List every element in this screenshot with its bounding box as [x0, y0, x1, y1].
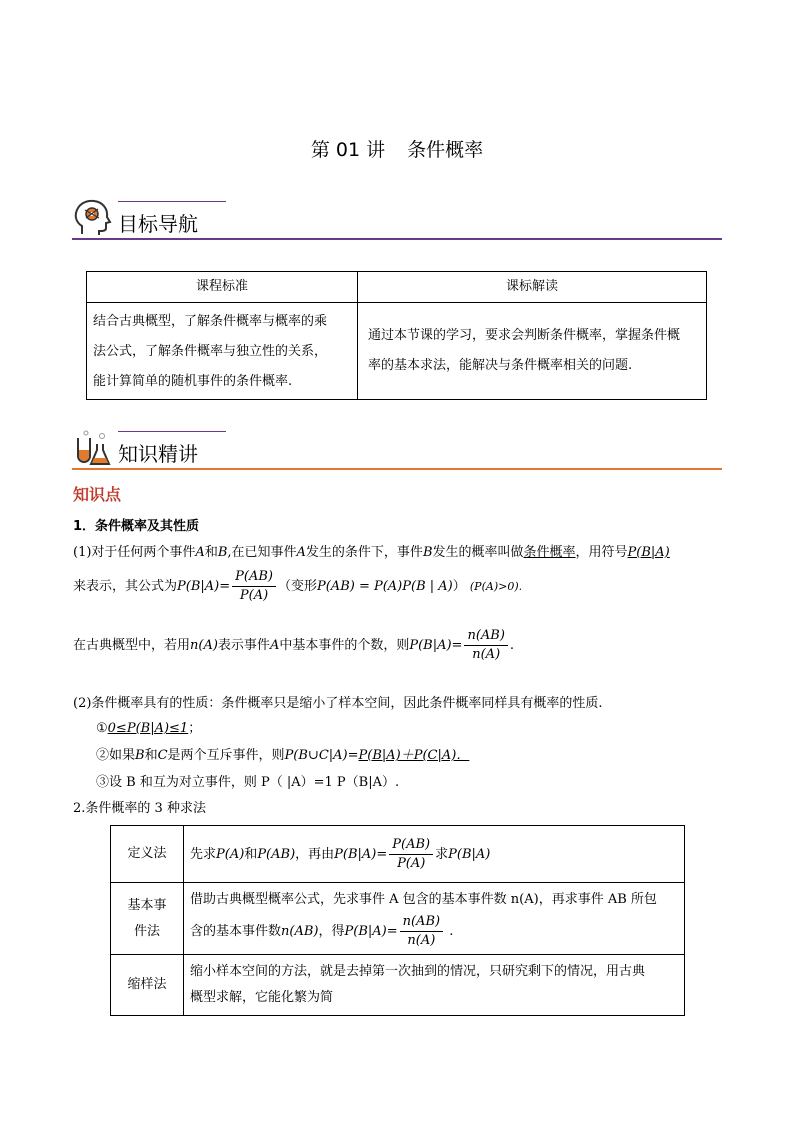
header-accent-line: [118, 201, 226, 202]
property-3: ③设 B 和互为对立事件，则 P（ |A）=1 P（B|A）.: [96, 775, 400, 790]
formula-lhs: P(B|A)=: [344, 924, 398, 939]
table-header-cell: 课标解读: [358, 272, 707, 303]
section-divider: [72, 238, 722, 240]
header-accent-line: [118, 431, 226, 432]
text: （变形: [277, 579, 317, 594]
method-name: 缩样法: [111, 955, 184, 1016]
var: n(AB): [281, 924, 319, 939]
var: P(B|A): [448, 846, 491, 862]
method-desc: [184, 826, 685, 883]
var: P(A): [216, 846, 245, 862]
term: 条件概率: [523, 545, 576, 560]
standard-cell: [87, 303, 358, 400]
paragraph-properties: (2)条件概率具有的性质：条件概率只是缩小了样本空间，因此条件概率同样具有概率的性质.: [73, 696, 603, 711]
condition: (P(A)>0).: [469, 580, 523, 593]
formula-lhs: P(B|A)=: [409, 638, 463, 653]
paragraph-definition: [73, 541, 670, 560]
heading-2: 2.条件概率的 3 种求法: [73, 801, 206, 816]
text: ，用符号: [575, 545, 628, 560]
interpretation-cell: [358, 303, 707, 400]
text-line: 通过本节课的学习，要求会判断条件概率，掌握条件概: [368, 328, 681, 343]
text: .: [449, 924, 454, 939]
denominator: P(A): [239, 588, 269, 603]
formula-rhs: P(B|A)＋P(C|A)．: [358, 748, 470, 763]
lecture-topic: 条件概率: [407, 139, 484, 161]
lab-flask-icon: [72, 428, 112, 468]
text: 先求: [190, 846, 217, 862]
text: ）: [452, 579, 466, 594]
var: P(AB): [257, 846, 296, 862]
text: 和: [244, 846, 258, 862]
text-line: 件法: [133, 923, 160, 939]
section-header-goals: [72, 198, 722, 242]
text-line: 借助古典概型概率公式，先求事件 A 包含的基本事件数 n(A)，再求事件 AB 所包: [190, 892, 657, 907]
numerator: n(AB): [400, 913, 443, 932]
text: ，再由: [295, 846, 335, 862]
section-title: 知识精讲: [118, 442, 198, 466]
var: B: [135, 748, 145, 763]
formula-variant: P(AB) = P(A)P(B | A): [316, 579, 453, 594]
denominator: P(A): [397, 855, 426, 871]
fraction: [400, 913, 443, 950]
text-line: [190, 913, 678, 950]
text: ；: [188, 721, 202, 736]
table-row: [111, 883, 685, 955]
var: n(A): [190, 638, 218, 653]
text: 发生的条件下，事件: [305, 545, 423, 560]
var: B: [422, 545, 433, 560]
paragraph-classical: [73, 627, 514, 664]
method-desc: [184, 883, 685, 955]
text-line: 结合古典概型，了解条件概率与概率的乘: [93, 314, 328, 329]
method-name: [111, 883, 184, 955]
text: .: [509, 638, 515, 653]
var: A: [296, 545, 306, 560]
text-line: 缩小样本空间的方法，就是去掉第一次抽到的情况，只研究剩下的情况，用古典: [190, 964, 646, 979]
marker: ①: [96, 721, 108, 736]
text-line: 能计算简单的随机事件的条件概率.: [93, 374, 293, 389]
var: A: [195, 545, 205, 560]
lecture-number: 第 01 讲: [310, 139, 386, 161]
knowledge-point-heading: 知识点: [73, 485, 122, 504]
text: 含的基本事件数: [190, 924, 282, 939]
text: 在古典概型中，若用: [73, 638, 191, 653]
property-2: [96, 744, 469, 763]
text-line: 率的基本求法，能解决与条件概率相关的问题.: [368, 358, 633, 373]
page-title: [0, 135, 794, 162]
text-line: 概型求解，它能化繁为简: [190, 990, 334, 1005]
table-header-cell: 课程标准: [87, 272, 358, 303]
text: 中基本事件的个数，则: [279, 638, 410, 653]
text: 表示事件: [217, 638, 270, 653]
methods-table: [110, 825, 685, 1016]
heading-1: 1．条件概率及其性质: [73, 519, 200, 534]
method-name: 定义法: [111, 826, 184, 883]
text: ②如果: [96, 748, 136, 763]
numerator: P(AB): [389, 836, 433, 855]
fraction: [389, 836, 433, 873]
text: ，得: [318, 924, 345, 939]
table-header-row: [87, 272, 707, 303]
section-header-knowledge: [72, 428, 722, 472]
var: C: [157, 748, 168, 763]
formula: 0≤P(B|A)≤1: [107, 721, 189, 736]
course-standard-table: [86, 271, 707, 400]
paragraph-formula: [73, 568, 522, 605]
numerator: n(AB): [464, 627, 507, 646]
text: (1)对于任何两个事件: [73, 545, 196, 560]
symbol: P(B|A): [627, 545, 670, 560]
table-row: [87, 303, 707, 400]
text: 来表示，其公式为: [73, 579, 178, 594]
denominator: n(A): [472, 647, 501, 662]
formula-lhs: P(B∪C|A)=: [284, 748, 359, 763]
section-title: 目标导航: [118, 212, 198, 236]
text: 和: [204, 545, 218, 560]
text: 和: [144, 748, 158, 763]
denominator: n(A): [407, 933, 436, 948]
text: 是两个互斥事件，则: [167, 748, 285, 763]
numerator: P(AB): [232, 568, 276, 587]
fraction: [232, 568, 276, 605]
formula-lhs: P(B|A)=: [177, 579, 231, 594]
fraction: [464, 627, 507, 664]
text-line: 基本事: [127, 897, 167, 913]
table-row: [111, 955, 685, 1016]
table-row: [111, 826, 685, 883]
var: B: [217, 545, 228, 560]
var: A: [269, 638, 280, 653]
method-desc: [184, 955, 685, 1016]
text: 发生的概率叫做: [432, 545, 524, 560]
text-line: 法公式，了解条件概率与独立性的关系，: [93, 344, 328, 359]
head-gear-icon: [72, 198, 112, 238]
text: 求: [435, 846, 449, 862]
section-divider: [72, 468, 722, 470]
formula-lhs: P(B|A)=: [334, 846, 388, 862]
text: ,在已知事件: [227, 545, 297, 560]
property-1: [96, 717, 201, 736]
